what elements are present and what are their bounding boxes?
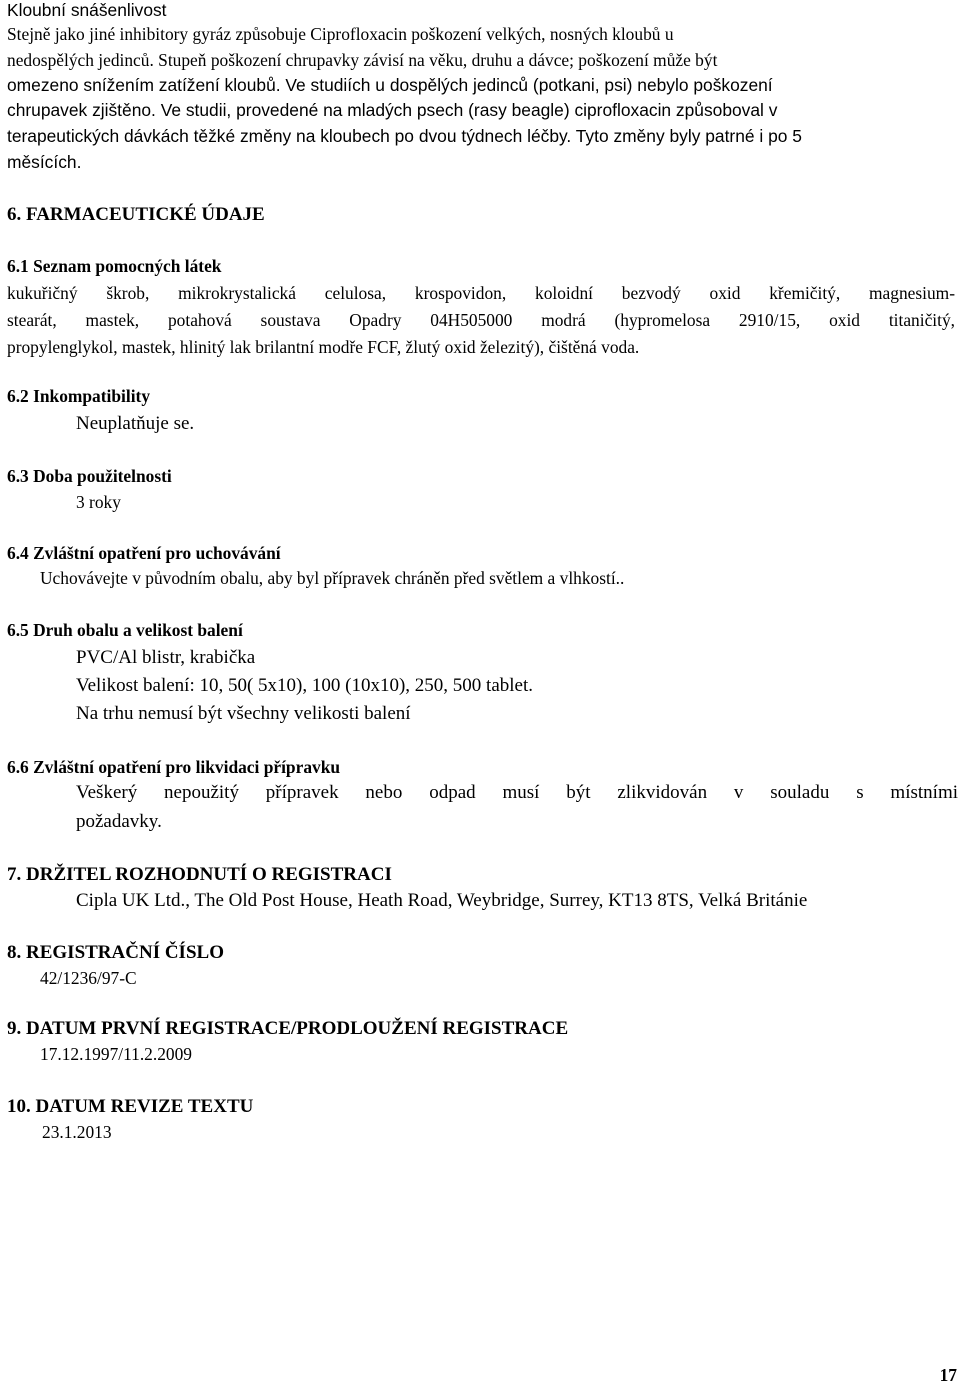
paragraph-line: stearát, mastek, potahová soustava Opadry 04H505000 modrá (hypromelosa 2910/15, oxid titaničitý, [7,310,955,330]
section-text: Cipla UK Ltd., The Old Post House, Heath Road, Weybridge, Surrey, KT13 8TS, Velká Británie [76,890,808,911]
section-text: 17.12.1997/11.2.2009 [40,1044,193,1064]
section-heading-6-2: 6.2 Inkompatibility [7,386,151,406]
section-heading-6-6: 6.6 Zvláštní opatření pro likvidaci přípravku [7,757,341,777]
section-text: Uchovávejte v původním obalu, aby byl přípravek chráněn před světlem a vlhkostí.. [40,568,625,588]
paragraph-line: omezeno snížením zatížení kloubů. Ve studiích u dospělých jedinců (potkani, psi) nebylo poškození [7,75,773,95]
section-text: 3 roky [76,492,121,512]
section-text: požadavky. [76,811,162,832]
section-text: Velikost balení: 10, 50( 5x10), 100 (10x10), 250, 500 tablet. [76,675,533,696]
section-heading-6: 6. FARMACEUTICKÉ ÚDAJE [7,204,265,225]
paragraph-line: Stejně jako jiné inhibitory gyráz způsobuje Ciprofloxacin poškození velkých, nosných kloubů u [7,24,674,44]
section-heading-7: 7. DRŽITEL ROZHODNUTÍ O REGISTRACI [7,864,392,885]
section-heading-kloubni: Kloubní snášenlivost [7,0,167,20]
section-text: 23.1.2013 [42,1122,112,1142]
section-heading-6-4: 6.4 Zvláštní opatření pro uchovávání [7,543,281,563]
section-heading-10: 10. DATUM REVIZE TEXTU [7,1096,254,1117]
section-text: 42/1236/97-C [40,968,137,988]
page-number: 17 [939,1365,957,1385]
paragraph-line: měsících. [7,152,82,172]
section-heading-6-5: 6.5 Druh obalu a velikost balení [7,620,243,640]
section-heading-6-3: 6.3 Doba použitelnosti [7,466,172,486]
section-text: PVC/Al blistr, krabička [76,647,256,668]
section-heading-9: 9. DATUM PRVNÍ REGISTRACE/PRODLOUŽENÍ REGISTRACE [7,1018,569,1039]
section-text: Neuplatňuje se. [76,413,195,434]
paragraph-line: terapeutických dávkách těžké změny na kloubech po dvou týdnech léčby. Tyto změny byly patrné i po 5 [7,126,802,146]
section-text: Na trhu nemusí být všechny velikosti balení [76,703,411,724]
section-text: Veškerý nepoužitý přípravek nebo odpad musí být zlikvidován v souladu s místními [76,782,958,803]
paragraph-line: nedospělých jedinců. Stupeň poškození chrupavky závisí na věku, druhu a dávce; poškození může být [7,50,718,70]
section-heading-8: 8. REGISTRAČNÍ ČÍSLO [7,942,224,963]
paragraph-line: propylenglykol, mastek, hlinitý lak brilantní modře FCF, žlutý oxid železitý), čištěná voda. [7,337,640,357]
section-heading-6-1: 6.1 Seznam pomocných látek [7,256,222,276]
paragraph-line: chrupavek zjištěno. Ve studii, provedené na mladých psech (rasy beagle) ciprofloxacin způsoboval v [7,100,778,120]
paragraph-line: kukuřičný škrob, mikrokrystalická celulosa, krospovidon, koloidní bezvodý oxid křemičitý, magnesium- [7,283,955,303]
